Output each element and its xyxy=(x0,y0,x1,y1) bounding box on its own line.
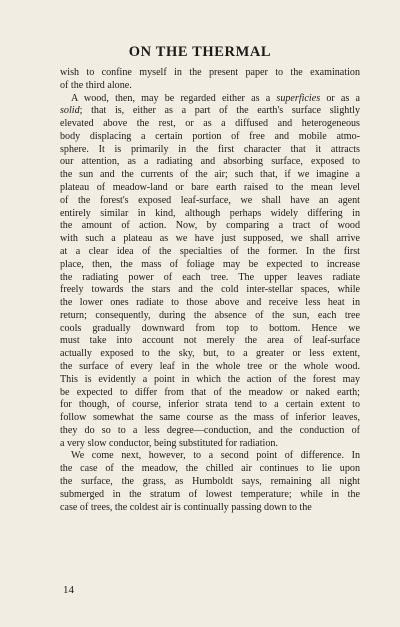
text-line xyxy=(60,272,360,285)
paragraph xyxy=(60,67,360,93)
text-line xyxy=(60,182,360,195)
text-line xyxy=(60,399,360,412)
text-line xyxy=(60,374,360,387)
text-line xyxy=(60,233,360,246)
text-run: of the forest's exposed leaf-surface, we shall have an agent xyxy=(60,194,360,206)
text-line xyxy=(60,412,360,425)
text-run: a very slow conductor, being substituted for radiation. xyxy=(60,437,278,449)
text-line xyxy=(60,220,360,233)
paragraph xyxy=(60,450,360,514)
text-run: follow somewhat the same course as the mass of inferior leaves, xyxy=(60,412,360,424)
italic-text: superficies xyxy=(276,92,321,104)
text-run: the amount of action. Now, by comparing a tract of wood xyxy=(60,220,360,232)
text-run: elevated above the rest, or as a diffused and heterogeneous xyxy=(60,118,360,130)
text-line xyxy=(60,169,360,182)
text-line xyxy=(60,387,360,400)
text-run: entirely similar in kind, although perhaps widely differing in xyxy=(60,207,360,219)
text-run: be expected to differ from that of the meadow or naked earth; xyxy=(60,386,360,398)
text-run: place, then, the mass of foliage may be expected to increase xyxy=(60,258,360,270)
text-line xyxy=(60,438,360,451)
text-line xyxy=(60,67,360,80)
text-run: they do so to a less degree—conduction, and the conduction of xyxy=(60,424,360,436)
text-line xyxy=(60,489,360,502)
page-number: 14 xyxy=(63,584,74,596)
text-run: A wood, then, may be regarded either as a xyxy=(71,92,277,104)
text-run: submerged in the stratum of lowest temperature; while in the xyxy=(60,488,360,500)
text-run: sphere. It is primarily in the first character that it attracts xyxy=(60,143,360,155)
text-run: the surface, the grass, as Humboldt says, remaining all night xyxy=(60,476,360,487)
italic-text: solid xyxy=(60,105,80,117)
text-run: or as a xyxy=(320,92,360,104)
text-line xyxy=(60,297,360,310)
text-line xyxy=(60,80,360,93)
text-line xyxy=(60,118,360,131)
text-line xyxy=(60,502,360,515)
text-line xyxy=(60,208,360,221)
text-line xyxy=(60,361,360,374)
body-text xyxy=(60,67,360,514)
text-run: This is evidently a point in which the action of the forest may xyxy=(60,373,360,385)
text-run: with such a plateau as we have just supposed, we shall arrive xyxy=(60,233,360,245)
text-line xyxy=(60,323,360,336)
text-run: plateau of meadow-land or bare earth raised to the mean level xyxy=(60,182,360,194)
text-run: for though, of course, inferior strata tend to a certain extent to xyxy=(60,399,360,411)
text-run: We come next, however, to a second point of difference. In xyxy=(71,450,360,462)
text-line xyxy=(60,105,360,118)
text-line xyxy=(60,131,360,144)
text-line xyxy=(60,259,360,272)
text-run: freely towards the stars and the cold inter-stellar spaces, while xyxy=(60,284,360,296)
paragraph xyxy=(60,93,360,451)
text-run: cools gradually downward from top to bottom. Hence we xyxy=(60,322,360,334)
text-run: the case of the meadow, the chilled air continues to lie upon xyxy=(60,463,360,475)
running-head: ON THE THERMAL xyxy=(128,44,272,60)
text-line xyxy=(60,156,360,169)
text-line xyxy=(60,450,360,463)
text-run: must take into account not merely the area of leaf-surface xyxy=(60,335,360,347)
text-line xyxy=(60,284,360,297)
text-line xyxy=(60,463,360,476)
text-run: the radiating power of each tree. The upper leaves radiate xyxy=(60,271,360,283)
text-line xyxy=(60,246,360,259)
text-run: return; consequently, during the absence of the sun, each tree xyxy=(60,309,360,321)
text-run: the surface of every leaf in the whole tree or the whole wood. xyxy=(60,360,360,372)
text-line xyxy=(60,195,360,208)
text-line xyxy=(60,425,360,438)
text-line xyxy=(60,476,360,489)
text-line xyxy=(60,310,360,323)
text-line xyxy=(60,335,360,348)
text-run: the sun and the currents of the air; such that, if we imagine a xyxy=(60,169,360,181)
text-line xyxy=(60,144,360,157)
text-run: our attention, as a radiating and absorbing surface, exposed to xyxy=(60,156,360,168)
text-run: ; that is, either as a part of the earth's surface slightly xyxy=(79,105,360,117)
text-run: body displacing a certain portion of free and mobile atmo- xyxy=(60,130,360,142)
text-run: the lower ones radiate to those above and receive less heat in xyxy=(60,297,360,309)
text-run: wish to confine myself in the present paper to the examination xyxy=(60,67,360,78)
text-run: of the third alone. xyxy=(60,79,132,91)
text-run: at a clear idea of the specialties of the former. In the first xyxy=(60,245,360,257)
text-run: actually exposed to the sky, but, to a greater or less extent, xyxy=(60,348,360,360)
text-run: case of trees, the coldest air is continually passing down to the xyxy=(60,501,312,513)
text-line xyxy=(60,93,360,106)
text-line xyxy=(60,348,360,361)
